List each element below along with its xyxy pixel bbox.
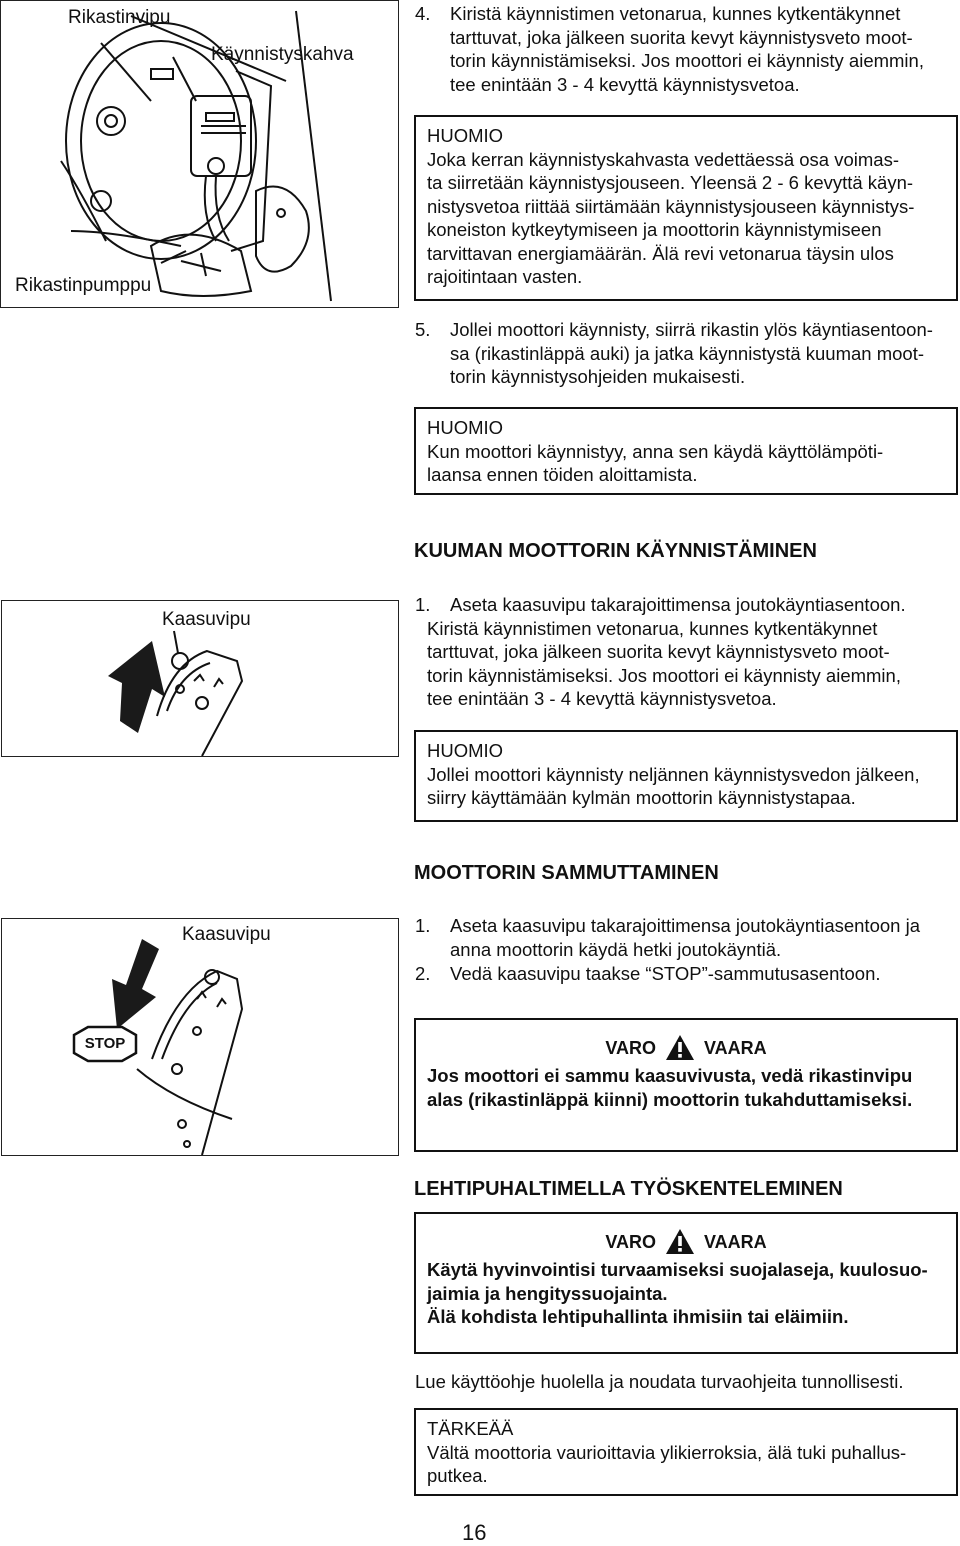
warning-label-left: VARO — [605, 1038, 656, 1058]
step-line: Vedä kaasuvipu taakse “STOP”-sammutusasentoon. — [450, 963, 881, 984]
note-line: Kun moottori käynnistyy, anna sen käydä käyttölämpöti- — [427, 440, 884, 462]
choke-lever-label: Rikastinvipu — [68, 7, 171, 28]
step-line: Kiristä käynnistimen vetonarua, kunnes kytkentäkynnet — [450, 3, 901, 24]
throttle-lever-label: Kaasuvipu — [162, 609, 251, 630]
step-line: anna moottorin käydä hetki joutokäyntiä. — [450, 938, 782, 960]
note-line: laansa ennen töiden aloittamista. — [427, 464, 698, 485]
step-line: Jollei moottori käynnisty, siirrä rikastin ylös käyntiasentoon- — [450, 319, 933, 340]
warning-header — [427, 1228, 945, 1258]
hot-start-step-1 — [415, 593, 955, 711]
warning-line: Käytä hyvinvointisi turvaamiseksi suojalaseja, kuulosuo- — [427, 1259, 928, 1280]
step-line: torin käynnistämiseksi. Jos moottori ei käynnisty aiemmin, — [427, 664, 901, 686]
warning-header — [427, 1034, 945, 1064]
stop-sign-text: STOP — [84, 1035, 126, 1052]
note-line: Jollei moottori käynnisty neljännen käynnistysvedon jälkeen, — [427, 763, 920, 785]
note-line: rajoitintaan vasten. — [427, 266, 583, 287]
section-heading-stopping: MOOTTORIN SAMMUTTAMINEN — [414, 862, 719, 884]
note-line: nistysvetoa riittää siirtämään käynnistysjouseen käynnistys- — [427, 195, 915, 217]
step-line: Aseta kaasuvipu takarajoittimensa joutokäyntiasentoon ja — [450, 915, 920, 936]
note-box — [414, 730, 958, 822]
page-number: 16 — [462, 1520, 487, 1545]
warning-label-left: VARO — [605, 1232, 656, 1252]
note-line: koneiston kytkeytymiseen ja moottorin käynnistymiseen — [427, 219, 882, 240]
step-number: 2. — [415, 963, 431, 984]
step-number: 1. — [415, 915, 431, 936]
note-box — [414, 115, 958, 301]
stopping-step-2 — [415, 962, 955, 986]
instruction-paragraph: Lue käyttöohje huolella ja noudata turvaohjeita tunnollisesti. — [415, 1371, 904, 1392]
note-title: HUOMIO — [427, 125, 504, 146]
warning-triangle-icon — [665, 1228, 695, 1255]
engine-starter-figure — [0, 0, 399, 308]
important-line: Vältä moottoria vaurioittavia ylikierroksia, älä tuki puhallus- — [427, 1441, 907, 1463]
warning-triangle-icon — [665, 1034, 695, 1061]
section-heading-hot-start: KUUMAN MOOTTORIN KÄYNNISTÄMINEN — [414, 540, 817, 562]
step-line: torin käynnistämiseksi. Jos moottori ei käynnisty aiemmin, — [450, 50, 924, 71]
step-5 — [415, 318, 955, 389]
important-title: TÄRKEÄÄ — [427, 1418, 514, 1439]
arrow-up-icon — [108, 641, 165, 733]
step-line: Kiristä käynnistimen vetonarua, kunnes kytkentäkynnet — [427, 617, 878, 639]
throttle-down-illustration — [2, 919, 398, 1155]
warning-box — [414, 1018, 958, 1152]
step-line: tee enintään 3 - 4 kevyttä käynnistysvetoa. — [450, 73, 800, 95]
step-line: tarttuvat, joka jälkeen suorita kevyt käynnistysveto moot- — [427, 641, 890, 662]
important-box — [414, 1408, 958, 1496]
warning-label-right: VAARA — [704, 1038, 767, 1058]
step-4 — [415, 2, 955, 96]
step-line: tee enintään 3 - 4 kevyttä käynnistysvetoa. — [427, 688, 777, 709]
warning-box — [414, 1212, 958, 1354]
step-number: 5. — [415, 319, 431, 340]
throttle-lever-label: Kaasuvipu — [182, 924, 271, 945]
throttle-stop-figure — [1, 918, 399, 1156]
warning-line: alas (rikastinläppä kiinni) moottorin tukahduttamiseksi. — [427, 1088, 913, 1110]
step-line: sa (rikastinläppä auki) ja jatka käynnistystä kuuman moot- — [450, 342, 925, 364]
note-box — [414, 407, 958, 495]
note-line: Joka kerran käynnistyskahvasta vedettäessä osa voimas- — [427, 148, 899, 170]
note-title: HUOMIO — [427, 417, 504, 438]
note-title: HUOMIO — [427, 740, 504, 761]
note-line: siirry käyttämään kylmän moottorin käynnistystapaa. — [427, 787, 856, 808]
throttle-lever-figure — [1, 600, 399, 757]
section-heading-working: LEHTIPUHALTIMELLA TYÖSKENTELEMINEN — [414, 1178, 843, 1200]
primer-pump-label: Rikastinpumppu — [15, 275, 152, 296]
stopping-step-1 — [415, 914, 955, 961]
warning-line: Jos moottori ei sammu kaasuvivusta, vedä rikastinvipu — [427, 1065, 913, 1086]
starter-handle-label: Käynnistyskahva — [211, 44, 354, 65]
step-line: Aseta kaasuvipu takarajoittimensa joutokäyntiasentoon. — [450, 594, 906, 615]
note-line: ta siirretään käynnistysjouseen. Yleensä 2 - 6 kevyttä käyn- — [427, 172, 914, 193]
step-number: 4. — [415, 3, 431, 24]
arrow-down-icon — [112, 939, 159, 1029]
warning-line: jaimia ja hengityssuojainta. — [427, 1282, 668, 1304]
step-line: torin käynnistysohjeiden mukaisesti. — [450, 366, 746, 387]
step-number: 1. — [415, 594, 431, 615]
important-line: putkea. — [427, 1465, 488, 1486]
warning-line: Älä kohdista lehtipuhallinta ihmisiin tai eläimiin. — [427, 1306, 849, 1327]
step-line: tarttuvat, joka jälkeen suorita kevyt käynnistysveto moot- — [450, 26, 913, 48]
warning-label-right: VAARA — [704, 1232, 767, 1252]
note-line: tarvittavan energiamäärän. Älä revi vetonarua täysin ulos — [427, 242, 894, 264]
